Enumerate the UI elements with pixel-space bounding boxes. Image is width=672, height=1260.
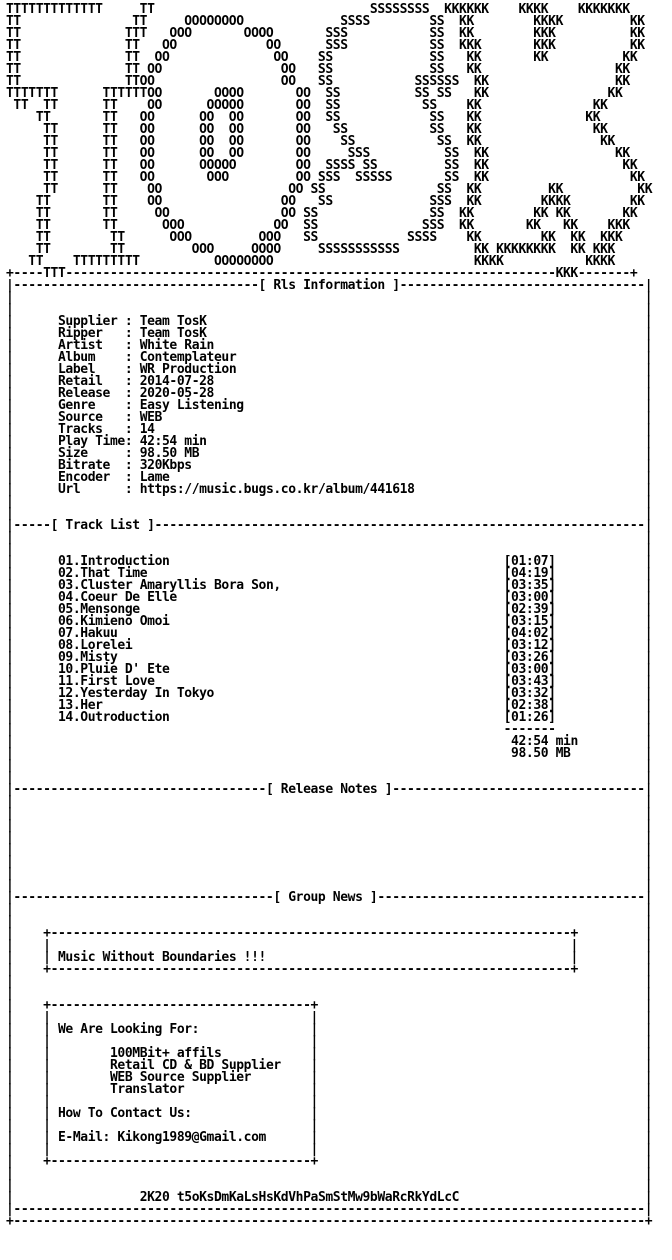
ascii-logo-line: TTTTTTT TTTTTTOO OOOO OO SS SS SS KK KK bbox=[6, 86, 623, 101]
nfo-row-content: | WEB Source Supplier | bbox=[13, 1070, 318, 1085]
info-value: Lame bbox=[139, 470, 170, 485]
motto-box-side: | | | | bbox=[6, 938, 653, 953]
info-row: | Ripper : Team TosK | bbox=[6, 326, 653, 341]
info-value: 14 bbox=[139, 422, 155, 437]
track-number: 02 bbox=[58, 566, 73, 581]
section-header-group-news-title: [ Group News ] bbox=[273, 890, 378, 905]
track-row: | 13.Her [02:38] | bbox=[6, 698, 653, 713]
ascii-logo-line: TT TT OO OO OO OO SS SS KK KK bbox=[6, 122, 608, 137]
blank-line: | | bbox=[6, 806, 653, 821]
track-duration: [03:15] bbox=[503, 614, 556, 629]
ascii-logo-line: TT TT OOO OOO SS SSSS KK KK KK KKK bbox=[6, 230, 623, 245]
blank-line: | | bbox=[6, 974, 653, 989]
info-value: 2014-07-28 bbox=[139, 374, 214, 389]
blank-line: | | bbox=[6, 758, 653, 773]
totals-size-row: | 98.50 MB | bbox=[6, 746, 653, 761]
looking-for-item: | | Retail CD & BD Supplier | | bbox=[6, 1058, 653, 1073]
ascii-logo-line: TT TTTTTTTTT OOOOOOOO KKKK KKKK bbox=[6, 254, 615, 269]
blank-line: | | bbox=[6, 494, 653, 509]
track-title: Yesterday In Tokyo bbox=[80, 686, 214, 701]
track-number: 10 bbox=[58, 662, 73, 677]
info-value: 42:54 min bbox=[139, 434, 207, 449]
info-label: Supplier bbox=[58, 314, 118, 329]
blank-line: | | bbox=[6, 854, 653, 869]
track-title: Mensonge bbox=[80, 602, 140, 617]
info-value: Team TosK bbox=[139, 314, 207, 329]
looking-for-title: We Are Looking For: bbox=[58, 1022, 200, 1037]
track-number: 12 bbox=[58, 686, 73, 701]
nfo-row-content: 07.Hakuu [04:02] bbox=[58, 626, 556, 641]
total-size: 98.50 MB bbox=[511, 746, 571, 761]
track-number: 01 bbox=[58, 554, 73, 569]
nfo-row-content: +----------------------------------------------------------------------+ bbox=[13, 962, 578, 977]
totals-separator: | ------- | bbox=[6, 722, 653, 737]
info-value: https://music.bugs.co.kr/album/441618 bbox=[139, 482, 415, 497]
looking-for-item: Retail CD & BD Supplier bbox=[110, 1058, 281, 1073]
track-number: 05 bbox=[58, 602, 73, 617]
track-number: 03 bbox=[58, 578, 73, 593]
contact-box-blank: | | | | bbox=[6, 1010, 653, 1025]
info-value: Contemplateur bbox=[139, 350, 237, 365]
track-title: Kimieno Omoi bbox=[80, 614, 170, 629]
contact-email: E-Mail: Kikong1989@Gmail.com bbox=[58, 1130, 266, 1145]
track-row: | 04.Coeur De Elle [03:00] | bbox=[6, 590, 653, 605]
info-row: | Bitrate : 320Kbps | bbox=[6, 458, 653, 473]
contact-box-top: | +-----------------------------------+ | bbox=[6, 998, 653, 1013]
ascii-logo-line: TT TT OOO OO SS SSS KK KK KK KKK bbox=[6, 218, 630, 233]
contact-box-bottom: | +-----------------------------------+ | bbox=[6, 1154, 653, 1169]
nfo-row-content: | How To Contact Us: | bbox=[13, 1106, 318, 1121]
info-label: Encoder bbox=[58, 470, 110, 485]
track-row: | 12.Yesterday In Tokyo [03:32] | bbox=[6, 686, 653, 701]
track-title: Lorelei bbox=[80, 638, 133, 653]
blank-line: | | bbox=[6, 506, 653, 521]
frame-bottom: |-------------------------------------------------------------------------------------| bbox=[6, 1202, 653, 1217]
blank-line: | | bbox=[6, 290, 653, 305]
nfo-row-content: Size : 98.50 MB bbox=[58, 446, 200, 461]
track-row: | 06.Kimieno Omoi [03:15] | bbox=[6, 614, 653, 629]
nfo-row-content: 01.Introduction [01:07] bbox=[58, 554, 556, 569]
motto-box-bottom: | +----------------------------------------------------------------------+ | bbox=[6, 962, 653, 977]
track-title: Cluster Amaryllis Bora Son, bbox=[80, 578, 281, 593]
track-number: 13 bbox=[58, 698, 73, 713]
nfo-row-content: | Music Without Boundaries !!! | bbox=[13, 950, 578, 965]
track-row: | 11.First Love [03:43] | bbox=[6, 674, 653, 689]
info-label: Tracks bbox=[58, 422, 103, 437]
info-row: | Play Time: 42:54 min | bbox=[6, 434, 653, 449]
blank-line: | | bbox=[6, 542, 653, 557]
track-row: | 14.Outroduction [01:26] | bbox=[6, 710, 653, 725]
nfo-row-content: Release : 2020-05-28 bbox=[58, 386, 214, 401]
section-header-release-notes: |----------------------------------[ Release Notes ]----------------------------------| bbox=[6, 782, 653, 797]
track-duration: [02:38] bbox=[503, 698, 556, 713]
nfo-row-content: Album : Contemplateur bbox=[58, 350, 237, 365]
nfo-row-content: 14.Outroduction [01:26] bbox=[58, 710, 556, 725]
track-row: | 09.Misty [03:26] | bbox=[6, 650, 653, 665]
contact-title: How To Contact Us: bbox=[58, 1106, 192, 1121]
track-row: | 10.Pluie D' Ete [03:00] | bbox=[6, 662, 653, 677]
track-number: 09 bbox=[58, 650, 73, 665]
info-row: | Encoder : Lame | bbox=[6, 470, 653, 485]
contact-box-blank: | | | | bbox=[6, 1094, 653, 1109]
track-number: 14 bbox=[58, 710, 73, 725]
track-row: | 02.That Time [04:19] | bbox=[6, 566, 653, 581]
contact-title: | | How To Contact Us: | | bbox=[6, 1106, 653, 1121]
nfo-row-content: | | bbox=[13, 938, 578, 953]
blank-line: | | bbox=[6, 902, 653, 917]
blank-line: | | bbox=[6, 530, 653, 545]
info-value: Team TosK bbox=[139, 326, 207, 341]
track-title: First Love bbox=[80, 674, 155, 689]
nfo-row-content: 03.Cluster Amaryllis Bora Son, [03:35] bbox=[58, 578, 556, 593]
nfo-row-content: | 100MBit+ affils | bbox=[13, 1046, 318, 1061]
looking-for-title: | | We Are Looking For: | | bbox=[6, 1022, 653, 1037]
ascii-logo-line: TT TT OO OO SS SS KK KK KK bbox=[6, 182, 653, 197]
nfo-row-content: 06.Kimieno Omoi [03:15] bbox=[58, 614, 556, 629]
nfo-row-content: Retail : 2014-07-28 bbox=[58, 374, 214, 389]
section-header-track-list: |-----[ Track List ]------------------------------------------------------------------| bbox=[6, 518, 653, 533]
track-duration: [01:26] bbox=[503, 710, 556, 725]
track-title: Outroduction bbox=[80, 710, 170, 725]
nfo-row-content: Ripper : Team TosK bbox=[58, 326, 207, 341]
ascii-logo-line: TT TTT OOO OOOO SSS SS KK KKK KK bbox=[6, 26, 645, 41]
nfo-row-content: Artist : White Rain bbox=[58, 338, 214, 353]
info-row: | Source : WEB | bbox=[6, 410, 653, 425]
track-number: 08 bbox=[58, 638, 73, 653]
nfo-row-content: | | bbox=[13, 1142, 318, 1157]
track-duration: [03:26] bbox=[503, 650, 556, 665]
blank-line: | | bbox=[6, 878, 653, 893]
contact-box-blank: | | | | bbox=[6, 1118, 653, 1133]
nfo-row-content: +-----------------------------------+ bbox=[13, 998, 318, 1013]
looking-for-item: | | WEB Source Supplier | | bbox=[6, 1070, 653, 1085]
blank-line: | | bbox=[6, 842, 653, 857]
nfo-row-content: 10.Pluie D' Ete [03:00] bbox=[58, 662, 556, 677]
contact-box-blank: | | | | bbox=[6, 1142, 653, 1157]
ascii-logo-line: TT TT OO OO SS SS KK KK bbox=[6, 62, 630, 77]
info-value: White Rain bbox=[139, 338, 214, 353]
info-row: | Url : https://music.bugs.co.kr/album/441618 | bbox=[6, 482, 653, 497]
info-value: 320Kbps bbox=[139, 458, 192, 473]
nfo-row-content: 11.First Love [03:43] bbox=[58, 674, 556, 689]
info-label: Play Time bbox=[58, 434, 125, 449]
totals-time-row: | 42:54 min | bbox=[6, 734, 653, 749]
nfo-row-content: Supplier : Team TosK bbox=[58, 314, 207, 329]
nfo-row-content: | | bbox=[13, 1034, 318, 1049]
blank-line: | | bbox=[6, 830, 653, 845]
nfo-row-content: | E-Mail: Kikong1989@Gmail.com | bbox=[13, 1130, 318, 1145]
track-row: | 01.Introduction [01:07] | bbox=[6, 554, 653, 569]
nfo-row-content: Encoder : Lame bbox=[58, 470, 170, 485]
track-duration: [03:32] bbox=[503, 686, 556, 701]
section-header-rls-information-title: [ Rls Information ] bbox=[258, 278, 400, 293]
track-duration: [03:00] bbox=[503, 590, 556, 605]
nfo-row-content: | Translator | bbox=[13, 1082, 318, 1097]
section-header-release-notes-title: [ Release Notes ] bbox=[265, 782, 393, 797]
ascii-logo-line: TT TT OO OO OO OO SSS SS KK KK bbox=[6, 146, 630, 161]
info-label: Size bbox=[58, 446, 88, 461]
looking-for-item: 100MBit+ affils bbox=[110, 1046, 222, 1061]
track-duration: [03:00] bbox=[503, 662, 556, 677]
info-value: WEB bbox=[139, 410, 162, 425]
nfo-row-content: Tracks : 14 bbox=[58, 422, 155, 437]
info-row: | Album : Contemplateur | bbox=[6, 350, 653, 365]
track-title: Misty bbox=[80, 650, 118, 665]
nfo-row-content: | | bbox=[13, 1094, 318, 1109]
info-row: | Release : 2020-05-28 | bbox=[6, 386, 653, 401]
nfo-row-content: 12.Yesterday In Tokyo [03:32] bbox=[58, 686, 556, 701]
motto-box-top: | +----------------------------------------------------------------------+ | bbox=[6, 926, 653, 941]
ascii-logo-line: TT TT OO OOO OO SSS SSSSS SS KK KK bbox=[6, 170, 645, 185]
nfo-row-content: Play Time: 42:54 min bbox=[58, 434, 207, 449]
track-duration: [02:39] bbox=[503, 602, 556, 617]
looking-for-item: Translator bbox=[110, 1082, 185, 1097]
blank-line: | | bbox=[6, 1166, 653, 1181]
motto-box-text: | | Music Without Boundaries !!! | | bbox=[6, 950, 653, 965]
nfo-row-content: | Retail CD & BD Supplier | bbox=[13, 1058, 318, 1073]
blank-line: | | bbox=[6, 1178, 653, 1193]
ascii-logo-line: +----TTT------------------------------------------------------------------KKK-------+ bbox=[6, 266, 638, 281]
blank-line: | | bbox=[6, 818, 653, 833]
ascii-logo-line: TT TT TT OO OOOOO OO SS SS KK KK bbox=[6, 98, 608, 113]
info-label: Album bbox=[58, 350, 96, 365]
track-row: | 03.Cluster Amaryllis Bora Son, [03:35] | bbox=[6, 578, 653, 593]
totals-separator: ------- bbox=[503, 722, 556, 737]
blank-line: | | bbox=[6, 986, 653, 1001]
nfo-row-content: 05.Mensonge [02:39] bbox=[58, 602, 556, 617]
info-label: Retail bbox=[58, 374, 103, 389]
blank-line: | | bbox=[6, 770, 653, 785]
ascii-logo-line: TT TT OO OO OO OO SS SS KK KK bbox=[6, 134, 615, 149]
total-play-time: 42:54 min bbox=[511, 734, 578, 749]
frame-bottom-edge: +-------------------------------------------------------------------------------------+ bbox=[6, 1214, 653, 1229]
track-number: 04 bbox=[58, 590, 73, 605]
nfo-row-content: Bitrate : 320Kbps bbox=[58, 458, 192, 473]
blank-line: | | bbox=[6, 794, 653, 809]
nfo-row-content: Url : https://music.bugs.co.kr/album/441618 bbox=[58, 482, 415, 497]
nfo-row-content: 02.That Time [04:19] bbox=[58, 566, 556, 581]
track-row: | 07.Hakuu [04:02] | bbox=[6, 626, 653, 641]
info-label: Genre bbox=[58, 398, 96, 413]
track-title: Hakuu bbox=[80, 626, 118, 641]
info-label: Release bbox=[58, 386, 110, 401]
section-header-group-news: |-----------------------------------[ Group News ]------------------------------------| bbox=[6, 890, 653, 905]
ascii-logo-line: TTTTTTTTTTTTT TT SSSSSSSS KKKKKK KKKK KKKKKKK bbox=[6, 2, 630, 17]
nfo-row-content: Genre : Easy Listening bbox=[58, 398, 244, 413]
looking-for-item: WEB Source Supplier bbox=[110, 1070, 252, 1085]
nfo-row-content: 04.Coeur De Elle [03:00] bbox=[58, 590, 556, 605]
track-duration: [04:19] bbox=[503, 566, 556, 581]
track-duration: [03:35] bbox=[503, 578, 556, 593]
footer-signature: 2K20 t5oKsDmKaLsHsKdVhPaSmStMw9bWaRcRkYdLcC bbox=[139, 1190, 460, 1205]
info-row: | Retail : 2014-07-28 | bbox=[6, 374, 653, 389]
contact-box-blank: | | | | bbox=[6, 1034, 653, 1049]
info-row: | Artist : White Rain | bbox=[6, 338, 653, 353]
info-row: | Label : WR Production | bbox=[6, 362, 653, 377]
nfo-row-content: | We Are Looking For: | bbox=[13, 1022, 318, 1037]
ascii-logo-line: TT TT OO OO SS SS KK KK KK bbox=[6, 50, 638, 65]
nfo-row-content: | | bbox=[13, 1010, 318, 1025]
info-row: | Supplier : Team TosK | bbox=[6, 314, 653, 329]
track-number: 11 bbox=[58, 674, 73, 689]
info-label: Source bbox=[58, 410, 103, 425]
info-row: | Tracks : 14 | bbox=[6, 422, 653, 437]
track-number: 06 bbox=[58, 614, 73, 629]
track-title: Her bbox=[80, 698, 103, 713]
ascii-logo-line: TT TT OO OO SS SS KK KK KK KK bbox=[6, 206, 638, 221]
blank-line: | | bbox=[6, 914, 653, 929]
ascii-logo-line: TT TT OO OOOOO OO SSSS SS SS KK KK bbox=[6, 158, 638, 173]
ascii-logo-line: TT TTOO OO SS SSSSSS KK KK bbox=[6, 74, 630, 89]
info-value: Easy Listening bbox=[139, 398, 244, 413]
track-duration: [04:02] bbox=[503, 626, 556, 641]
nfo-row-content: Source : WEB bbox=[58, 410, 162, 425]
looking-for-item: | | 100MBit+ affils | | bbox=[6, 1046, 653, 1061]
ascii-logo-line: TT TT OOOOOOOO SSSS SS KK KKKK KK bbox=[6, 14, 645, 29]
info-label: Label bbox=[58, 362, 96, 377]
nfo-row-content: 09.Misty [03:26] bbox=[58, 650, 556, 665]
track-title: Pluie D' Ete bbox=[80, 662, 170, 677]
track-title: That Time bbox=[80, 566, 148, 581]
track-duration: [01:07] bbox=[503, 554, 556, 569]
track-duration: [03:43] bbox=[503, 674, 556, 689]
nfo-row-content: Label : WR Production bbox=[58, 362, 237, 377]
info-value: WR Production bbox=[139, 362, 237, 377]
track-title: Introduction bbox=[80, 554, 170, 569]
track-duration: [03:12] bbox=[503, 638, 556, 653]
section-header-rls-information: |---------------------------------[ Rls Information ]---------------------------------| bbox=[6, 278, 653, 293]
track-number: 07 bbox=[58, 626, 73, 641]
info-label: Artist bbox=[58, 338, 103, 353]
info-value: 2020-05-28 bbox=[139, 386, 214, 401]
looking-for-item: | | Translator | | bbox=[6, 1082, 653, 1097]
track-row: | 08.Lorelei [03:12] | bbox=[6, 638, 653, 653]
nfo-row-content: | | bbox=[13, 1118, 318, 1133]
nfo-row-content: 13.Her [02:38] bbox=[58, 698, 556, 713]
info-row: | Genre : Easy Listening | bbox=[6, 398, 653, 413]
track-title: Coeur De Elle bbox=[80, 590, 177, 605]
nfo-row-content: +----------------------------------------------------------------------+ bbox=[13, 926, 578, 941]
info-value: 98.50 MB bbox=[139, 446, 200, 461]
footer-row: | 2K20 t5oKsDmKaLsHsKdVhPaSmStMw9bWaRcRkYdLcC | bbox=[6, 1190, 653, 1205]
track-row: | 05.Mensonge [02:39] | bbox=[6, 602, 653, 617]
group-motto: Music Without Boundaries !!! bbox=[58, 950, 266, 965]
info-label: Ripper bbox=[58, 326, 103, 341]
nfo-row-content: 08.Lorelei [03:12] bbox=[58, 638, 556, 653]
nfo-row-content: +-----------------------------------+ bbox=[13, 1154, 318, 1169]
blank-line: | | bbox=[6, 866, 653, 881]
blank-line: | | bbox=[6, 302, 653, 317]
contact-email: | | E-Mail: Kikong1989@Gmail.com | | bbox=[6, 1130, 653, 1145]
section-header-track-list-title: [ Track List ] bbox=[50, 518, 155, 533]
info-label: Bitrate bbox=[58, 458, 110, 473]
ascii-logo-line: TT TT OOO OOOO SSSSSSSSSSS KK KKKKKKKK KK KKK bbox=[6, 242, 615, 257]
info-label: Url bbox=[58, 482, 81, 497]
ascii-logo-line: TT TT OO OO SS SSS KK KKKK KK bbox=[6, 194, 645, 209]
info-row: | Size : 98.50 MB | bbox=[6, 446, 653, 461]
ascii-logo-line: TT TT OO OO SSS SS KKK KKK KK bbox=[6, 38, 645, 53]
ascii-logo-line: TT TT OO OO OO OO SS SS KK KK bbox=[6, 110, 601, 125]
